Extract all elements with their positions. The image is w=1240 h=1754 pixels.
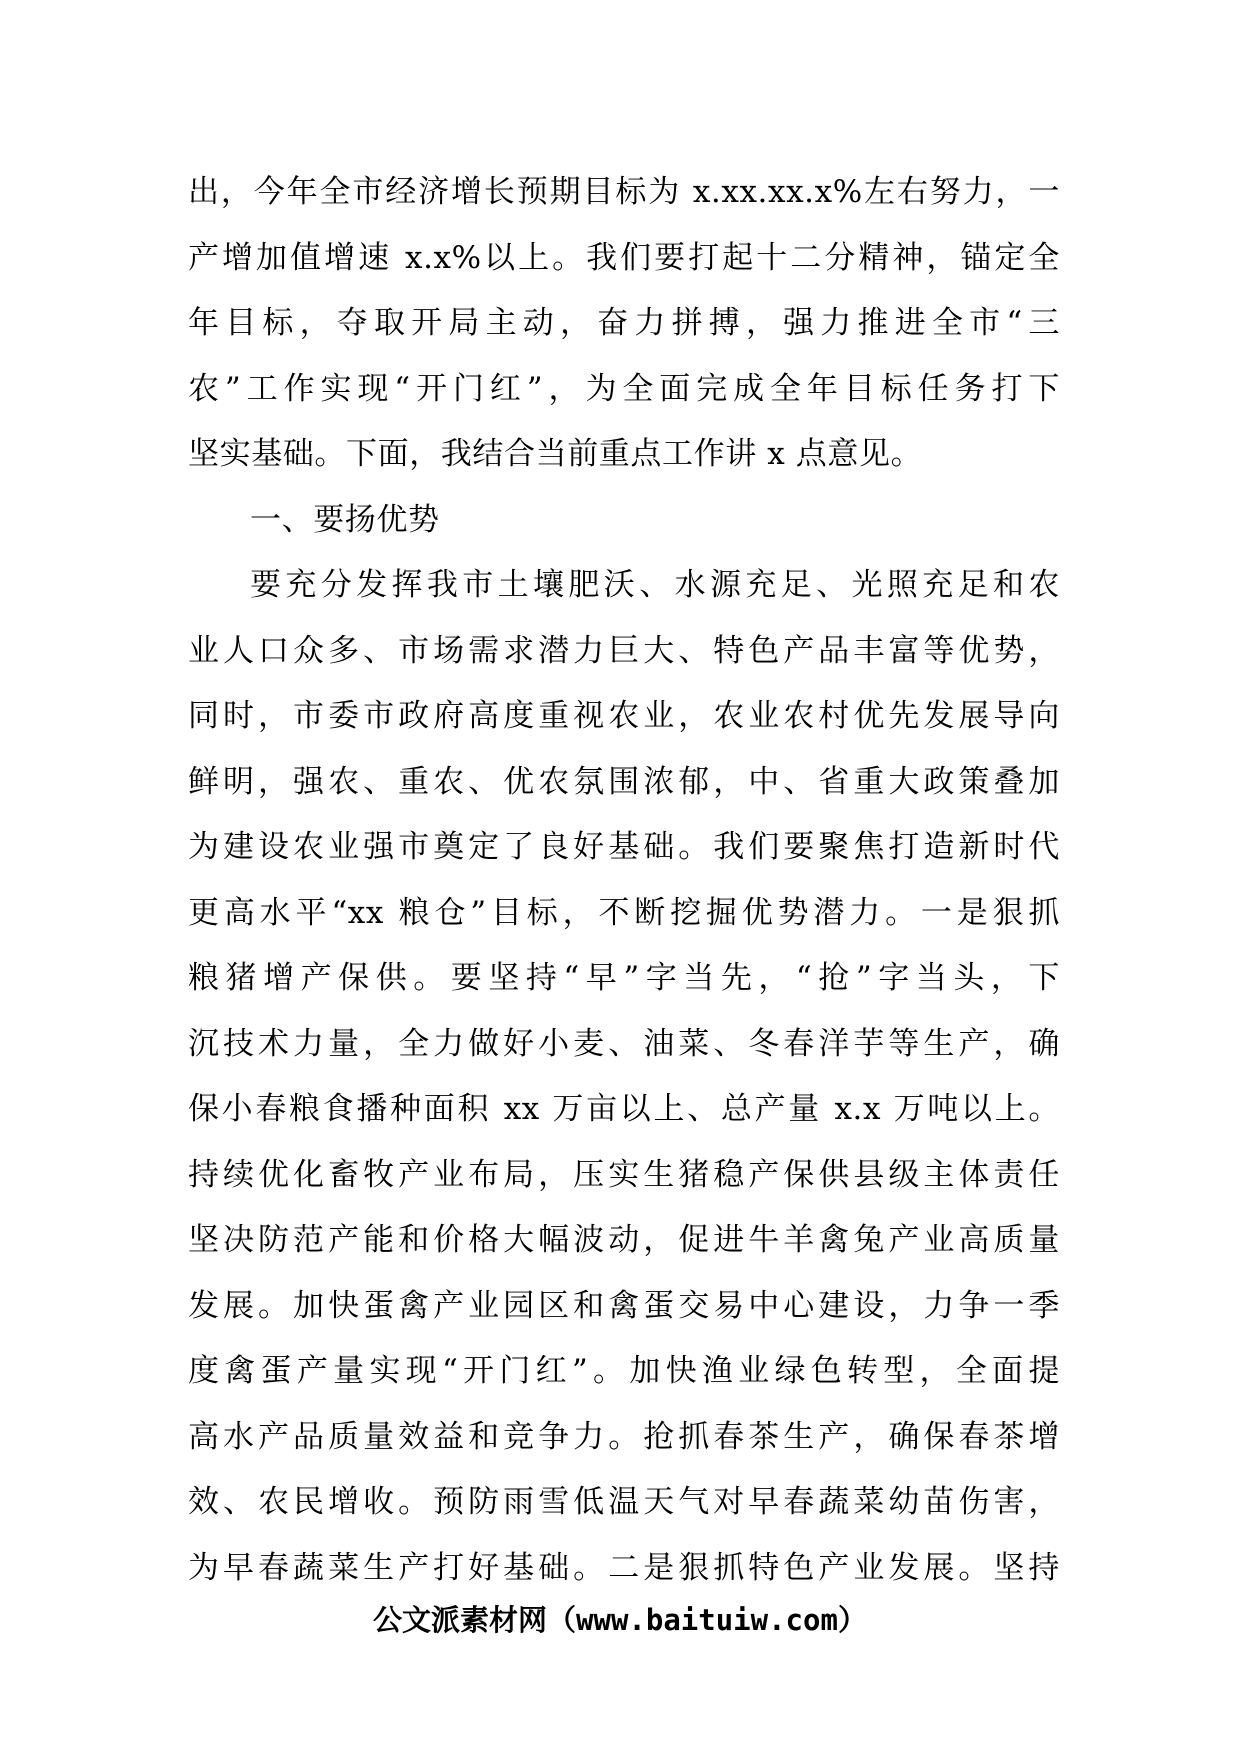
paragraph-line: 鲜明，强农、重农、优农氛围浓郁，中、省重大政策叠加 — [188, 763, 1060, 800]
text-line: 农”工作实现“开门红”，为全面完成全年目标任务打下 — [188, 370, 1060, 407]
footer-watermark-text: 公文派素材网（www.baituiw.com） — [373, 1603, 867, 1637]
text-line: 年目标，夺取开局主动，奋力拼搏，强力推进全市“三 — [188, 305, 1060, 341]
text-line: 坚实基础。下面，我结合当前重点工作讲 x 点意见。 — [188, 436, 923, 472]
paragraph-line: 保小春粮食播种面积 xx 万亩以上、总产量 x.x 万吨以上。 — [188, 1091, 1060, 1127]
paragraph-line: 持续优化畜牧产业布局，压实生猪稳产保供县级主体责任 — [188, 1156, 1060, 1193]
document-body — [188, 160, 1060, 1601]
text-line: 出，今年全市经济增长预期目标为 x.xx.xx.x%左右努力，一 — [188, 174, 1060, 210]
paragraph-line: 为早春蔬菜生产打好基础。二是狠抓特色产业发展。坚持 — [188, 1549, 1060, 1586]
text-line: 产增加值增速 x.x%以上。我们要打起十二分精神，锚定全 — [188, 239, 1060, 276]
paragraph-line: 粮猪增产保供。要坚持“早”字当先，“抢”字当头，下 — [188, 960, 1060, 996]
paragraph-line: 高水产品质量效益和竞争力。抢抓春茶生产，确保春茶增 — [188, 1418, 1060, 1455]
paragraph-line: 效、农民增收。预防雨雪低温天气对早春蔬菜幼苗伤害， — [188, 1484, 1060, 1520]
paragraph-line: 要充分发挥我市土壤肥沃、水源充足、光照充足和农 — [250, 567, 1060, 603]
paragraph-line: 沉技术力量，全力做好小麦、油菜、冬春洋芋等生产，确 — [188, 1025, 1060, 1062]
paragraph-line: 度禽蛋产量实现“开门红”。加快渔业绿色转型，全面提 — [188, 1353, 1060, 1389]
paragraph-line: 坚决防范产能和价格大幅波动，促进牛羊禽兔产业高质量 — [188, 1222, 1060, 1258]
paragraph-line: 更高水平“xx 粮仓”目标，不断挖掘优势潜力。一是狠抓 — [188, 894, 1060, 931]
paragraph-line: 业人口众多、市场需求潜力巨大、特色产品丰富等优势， — [188, 632, 1060, 669]
paragraph-line: 同时，市委市政府高度重视农业，农业农村优先发展导向 — [188, 698, 1060, 734]
paragraph-line: 为建设农业强市奠定了良好基础。我们要聚焦打造新时代 — [188, 829, 1060, 865]
section-heading: 一、要扬优势 — [250, 501, 440, 538]
paragraph-line: 发展。加快蛋禽产业园区和禽蛋交易中心建设，力争一季 — [188, 1287, 1060, 1324]
